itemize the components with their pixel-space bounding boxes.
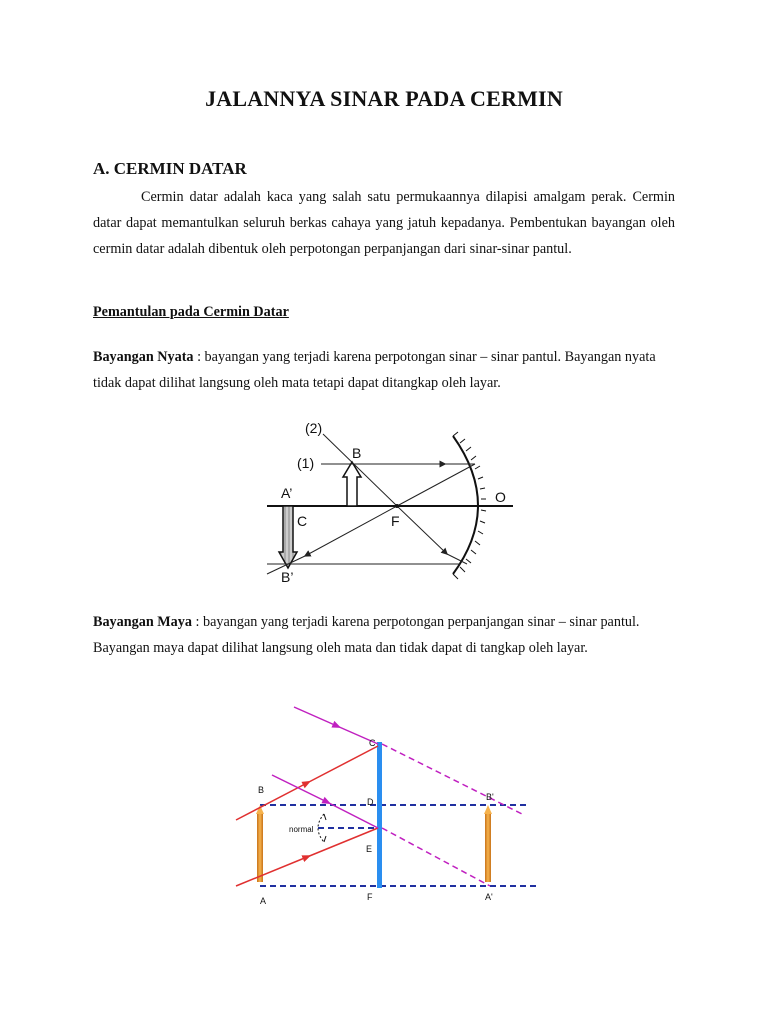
bayangan-maya-definition: : bayangan yang terjadi karena perpotongan perpanjangan sinar – sinar pantul. Bayangan maya dapat dilihat langsung oleh mata dan tidak dapat di tangkap oleh layar. — [93, 614, 640, 656]
bayangan-nyata-definition: : bayangan yang terjadi karena perpotongan sinar – sinar pantul. Bayangan nyata tidak dapat dilihat langsung oleh mata tetapi dapat ditangkap oleh layar. — [93, 349, 656, 391]
label-point-b-prime: B' — [486, 792, 494, 802]
label-ray-1: (1) — [297, 455, 315, 471]
magenta-ray-e — [272, 775, 327, 802]
label-ray-2: (2) — [305, 420, 323, 436]
bayangan-nyata-term: Bayangan Nyata — [93, 349, 194, 365]
red-ray-a — [236, 857, 307, 886]
magenta-ray-c — [294, 707, 337, 726]
label-point-a-prime: A' — [485, 892, 493, 902]
image-arrow — [279, 506, 297, 568]
bayangan-maya-paragraph — [93, 609, 675, 661]
virtual-ray-b-prime — [382, 744, 522, 814]
bayangan-nyata-paragraph — [93, 344, 675, 396]
label-point-a: A — [260, 896, 267, 906]
label-point-f: F — [391, 513, 400, 529]
label-normal: normal — [289, 825, 314, 834]
image-candle — [485, 812, 491, 882]
label-point-b-prime: B’ — [281, 569, 294, 585]
label-point-f: F — [367, 892, 373, 902]
label-point-c: C — [369, 738, 376, 748]
virtual-ray-a-prime — [382, 828, 490, 886]
plane-mirror-diagram — [232, 700, 542, 910]
subheading-pemantulan: Pemantulan pada Cermin Datar — [93, 304, 289, 320]
concave-mirror-diagram — [255, 412, 525, 590]
label-point-c: C — [297, 513, 308, 529]
red-ray-b — [236, 783, 307, 820]
label-point-a-prime: A’ — [281, 485, 293, 501]
label-point-b: B — [352, 445, 362, 461]
ray-1-reflected — [397, 464, 475, 506]
section-a-paragraph: Cermin datar adalah kaca yang salah satu permukaannya dilapisi amalgam perak. Cermin datar dapat memantulkan seluruh berkas cahaya yang jatuh kepadanya. Pembentukan bayangan oleh cermin datar adalah dibentuk oleh perpotongan perpanjangan dari sinar-sinar pantul. — [93, 189, 675, 257]
bayangan-maya-term: Bayangan Maya — [93, 614, 192, 630]
page-title: JALANNYA SINAR PADA CERMIN — [205, 86, 563, 111]
label-point-b: B — [258, 785, 265, 795]
label-point-o: O — [495, 489, 506, 505]
label-point-e: E — [366, 844, 373, 854]
plane-mirror — [377, 742, 382, 888]
label-point-d: D — [367, 797, 374, 807]
section-heading-cermin-datar: A. CERMIN DATAR — [93, 159, 247, 178]
object-candle — [257, 812, 263, 882]
